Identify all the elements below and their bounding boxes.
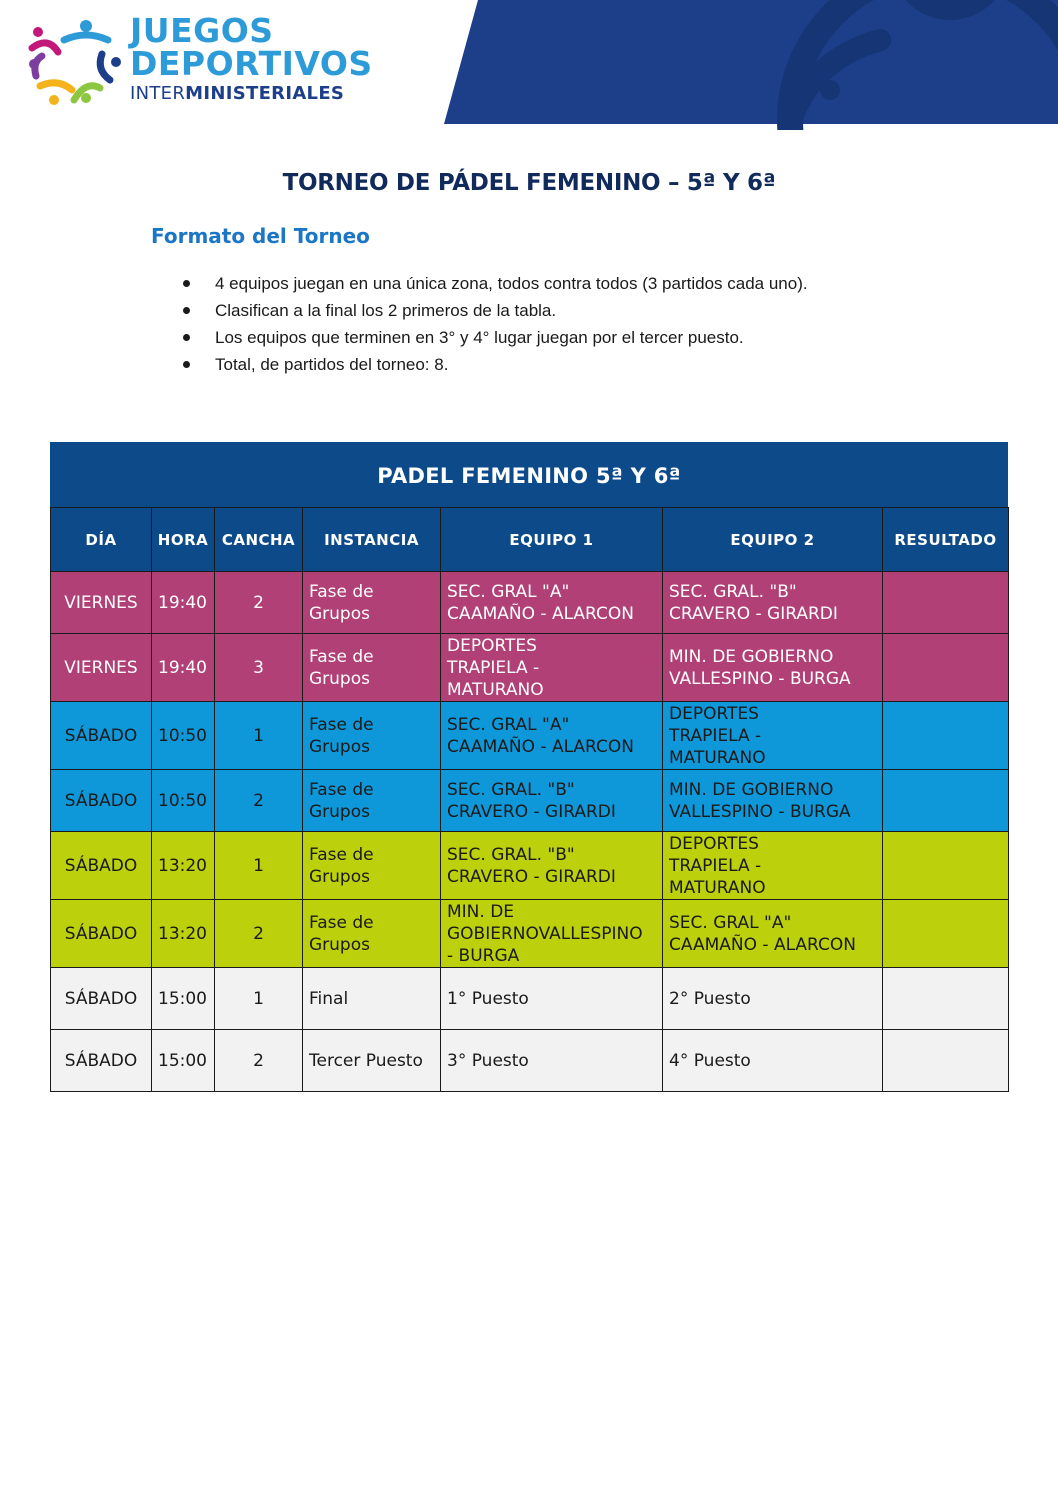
bullet-item [183, 297, 808, 324]
bullet-text: Total, de partidos del torneo: 8. [215, 355, 449, 374]
table-row [51, 572, 1009, 634]
cell-cancha: 2 [215, 900, 303, 968]
brand-line-1: JUEGOS [130, 11, 274, 50]
bullet-dot-icon [183, 361, 190, 368]
cell-equipo-2: DEPORTES TRAPIELA - MATURANO [663, 832, 883, 900]
cell-hora: 19:40 [152, 572, 215, 634]
header-equipo-1: EQUIPO 1 [441, 508, 663, 572]
cell-equipo-2: MIN. DE GOBIERNO VALLESPINO - BURGA [663, 770, 883, 832]
cell-hora: 10:50 [152, 770, 215, 832]
cell-equipo-1: 3° Puesto [441, 1030, 663, 1092]
brand-line-2: DEPORTIVOS [130, 44, 373, 83]
cell-resultado [883, 832, 1009, 900]
cell-equipo-1: SEC. GRAL. "B" CRAVERO - GIRARDI [441, 832, 663, 900]
cell-instancia: Fase de Grupos [303, 832, 441, 900]
cell-equipo-2: MIN. DE GOBIERNO VALLESPINO - BURGA [663, 634, 883, 702]
header-hora: HORA [152, 508, 215, 572]
bullet-item [183, 324, 808, 351]
cell-cancha: 1 [215, 702, 303, 770]
cell-dia: SÁBADO [51, 832, 152, 900]
table-row [51, 832, 1009, 900]
header-equipo-2: EQUIPO 2 [663, 508, 883, 572]
cell-equipo-2: SEC. GRAL "A" CAAMAÑO - ALARCON [663, 900, 883, 968]
cell-instancia: Fase de Grupos [303, 770, 441, 832]
page-title: TORNEO DE PÁDEL FEMENINO – 5ª Y 6ª [282, 170, 776, 196]
table-row [51, 1030, 1009, 1092]
cell-hora: 10:50 [152, 702, 215, 770]
cell-dia: SÁBADO [51, 1030, 152, 1092]
brand-line-3-prefix: INTER [130, 83, 186, 104]
table-row [51, 968, 1009, 1030]
bullet-item [183, 351, 808, 378]
cell-instancia: Fase de Grupos [303, 634, 441, 702]
cell-dia: SÁBADO [51, 900, 152, 968]
cell-cancha: 2 [215, 770, 303, 832]
cell-instancia: Tercer Puesto [303, 1030, 441, 1092]
cell-dia: SÁBADO [51, 770, 152, 832]
cell-equipo-2: DEPORTES TRAPIELA - MATURANO [663, 702, 883, 770]
cell-equipo-2: 2° Puesto [663, 968, 883, 1030]
cell-dia: VIERNES [51, 572, 152, 634]
cell-dia: SÁBADO [51, 968, 152, 1030]
cell-cancha: 2 [215, 1030, 303, 1092]
cell-hora: 13:20 [152, 900, 215, 968]
bullet-dot-icon [183, 307, 190, 314]
section-title: Formato del Torneo [151, 224, 370, 248]
cell-instancia: Fase de Grupos [303, 900, 441, 968]
bullet-text: 4 equipos juegan en una única zona, todos contra todos (3 partidos cada uno). [215, 274, 808, 293]
cell-equipo-1: 1° Puesto [441, 968, 663, 1030]
table-header-row [51, 508, 1009, 572]
cell-equipo-2: SEC. GRAL. "B" CRAVERO - GIRARDI [663, 572, 883, 634]
table-row [51, 702, 1009, 770]
brand-line-3-strong: MINISTERIALES [185, 83, 345, 104]
cell-resultado [883, 1030, 1009, 1092]
bullet-text: Clasifican a la final los 2 primeros de la tabla. [215, 301, 557, 320]
cell-instancia: Fase de Grupos [303, 702, 441, 770]
logo-icon [26, 18, 126, 108]
header-instancia: INSTANCIA [303, 508, 441, 572]
cell-equipo-1: DEPORTES TRAPIELA - MATURANO [441, 634, 663, 702]
cell-hora: 15:00 [152, 1030, 215, 1092]
cell-instancia: Fase de Grupos [303, 572, 441, 634]
cell-cancha: 2 [215, 572, 303, 634]
brand-line-3 [130, 83, 373, 105]
table-row [51, 900, 1009, 968]
cell-dia: SÁBADO [51, 702, 152, 770]
cell-hora: 13:20 [152, 832, 215, 900]
cell-equipo-1: SEC. GRAL. "B" CRAVERO - GIRARDI [441, 770, 663, 832]
bullet-dot-icon [183, 334, 190, 341]
bullet-dot-icon [183, 280, 190, 287]
cell-equipo-1: MIN. DE GOBIERNOVALLESPINO - BURGA [441, 900, 663, 968]
cell-resultado [883, 770, 1009, 832]
format-bullet-list [183, 270, 808, 378]
cell-hora: 15:00 [152, 968, 215, 1030]
cell-equipo-1: SEC. GRAL "A" CAAMAÑO - ALARCON [441, 702, 663, 770]
header-dia: DÍA [51, 508, 152, 572]
cell-resultado [883, 572, 1009, 634]
cell-resultado [883, 702, 1009, 770]
cell-equipo-2: 4° Puesto [663, 1030, 883, 1092]
header-resultado: RESULTADO [883, 508, 1009, 572]
cell-resultado [883, 634, 1009, 702]
header-cancha: CANCHA [215, 508, 303, 572]
cell-equipo-1: SEC. GRAL "A" CAAMAÑO - ALARCON [441, 572, 663, 634]
schedule-table-title: PADEL FEMENINO 5ª Y 6ª [50, 442, 1008, 507]
cell-cancha: 1 [215, 968, 303, 1030]
cell-cancha: 1 [215, 832, 303, 900]
bullet-item [183, 270, 808, 297]
schedule-table [50, 507, 1009, 1092]
cell-cancha: 3 [215, 634, 303, 702]
cell-hora: 19:40 [152, 634, 215, 702]
bullet-text: Los equipos que terminen en 3° y 4° lugar juegan por el tercer puesto. [215, 328, 744, 347]
cell-resultado [883, 968, 1009, 1030]
schedule-table-container [50, 442, 1008, 1092]
brand-logo-text [130, 11, 373, 105]
table-row [51, 634, 1009, 702]
cell-resultado [883, 900, 1009, 968]
table-row [51, 770, 1009, 832]
cell-dia: VIERNES [51, 634, 152, 702]
cell-instancia: Final [303, 968, 441, 1030]
